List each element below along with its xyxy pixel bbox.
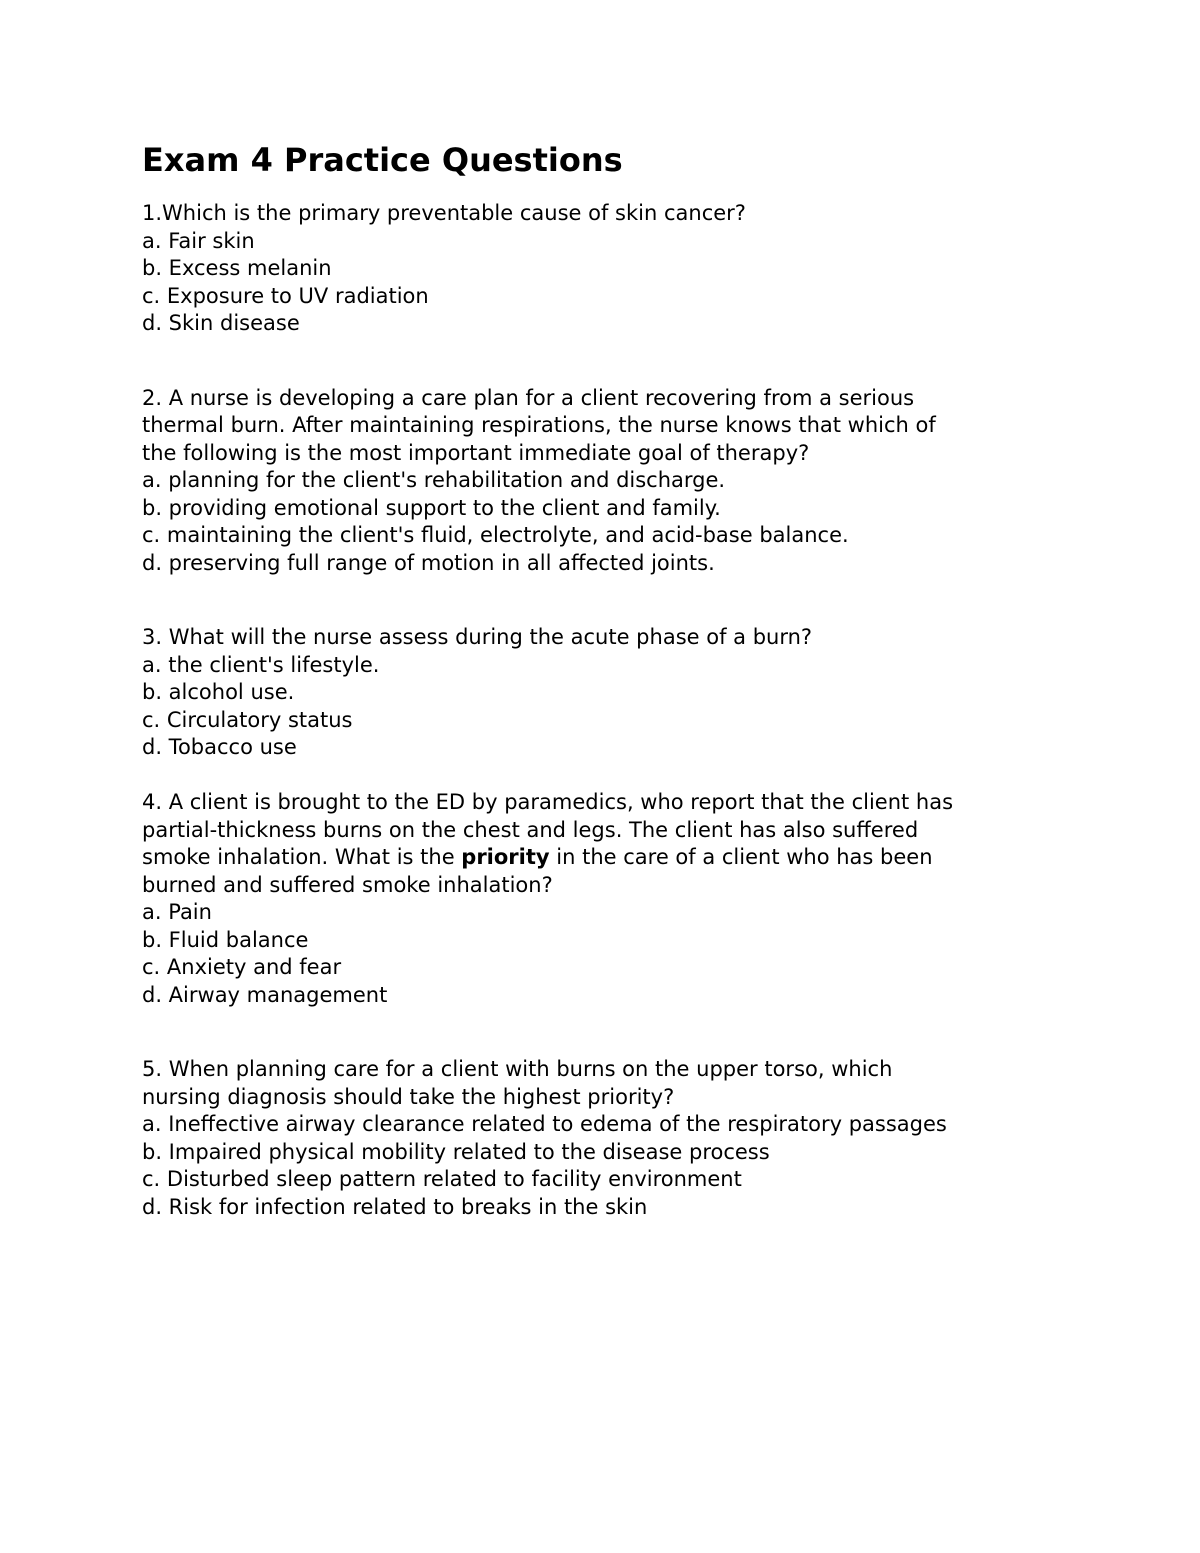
spacer bbox=[142, 577, 1082, 624]
answer-option: b. Fluid balance bbox=[142, 927, 309, 952]
answer-option: a. Pain bbox=[142, 900, 212, 924]
question-4 bbox=[142, 789, 1082, 1009]
answer-option: a. Ineffective airway clearance related to edema of the respiratory passages bbox=[142, 1112, 947, 1136]
answer-option: d. Airway management bbox=[142, 982, 388, 1007]
question-stem: nursing diagnosis should take the highest priority? bbox=[142, 1084, 675, 1109]
question-stem: 1.Which is the primary preventable cause of skin cancer? bbox=[142, 201, 746, 225]
question-stem: 3. What will the nurse assess during the acute phase of a burn? bbox=[142, 625, 813, 649]
document-page bbox=[142, 138, 1082, 1221]
question-stem: 2. A nurse is developing a care plan for a client recovering from a serious bbox=[142, 385, 915, 410]
answer-option: c. Circulatory status bbox=[142, 707, 353, 732]
question-stem: partial-thickness burns on the chest and legs. The client has also suffered bbox=[142, 817, 919, 842]
answer-option: c. Exposure to UV radiation bbox=[142, 283, 429, 308]
answer-option: b. providing emotional support to the client and family. bbox=[142, 495, 721, 520]
spacer bbox=[142, 1009, 1082, 1056]
answer-option: d. Risk for infection related to breaks in the skin bbox=[142, 1194, 648, 1219]
question-2 bbox=[142, 385, 1082, 578]
answer-option: a. the client's lifestyle. bbox=[142, 652, 380, 677]
answer-option: b. Excess melanin bbox=[142, 256, 332, 280]
spacer bbox=[142, 338, 1082, 385]
question-5 bbox=[142, 1056, 1082, 1221]
answer-option: c. Disturbed sleep pattern related to facility environment bbox=[142, 1167, 742, 1191]
question-stem: burned and suffered smoke inhalation? bbox=[142, 872, 553, 897]
answer-option: a. planning for the client's rehabilitation and discharge. bbox=[142, 468, 726, 492]
question-stem: 5. When planning care for a client with burns on the upper torso, which bbox=[142, 1057, 893, 1081]
answer-option: d. Tobacco use bbox=[142, 735, 297, 759]
stem-text: in the care of a client who has been bbox=[549, 845, 933, 869]
question-stem: the following is the most important immediate goal of therapy? bbox=[142, 440, 810, 465]
answer-option: b. alcohol use. bbox=[142, 680, 295, 704]
question-stem: thermal burn. After maintaining respirations, the nurse knows that which of bbox=[142, 413, 936, 437]
question-stem: 4. A client is brought to the ED by paramedics, who report that the client has bbox=[142, 790, 954, 814]
answer-option: d. Skin disease bbox=[142, 311, 300, 335]
question-stem bbox=[142, 844, 1082, 872]
page-title: Exam 4 Practice Questions bbox=[142, 141, 623, 179]
question-3 bbox=[142, 624, 1082, 762]
answer-option: b. Impaired physical mobility related to the disease process bbox=[142, 1139, 770, 1164]
question-1 bbox=[142, 200, 1082, 338]
answer-option: a. Fair skin bbox=[142, 228, 255, 253]
answer-option: d. preserving full range of motion in all affected joints. bbox=[142, 550, 715, 575]
answer-option: c. maintaining the client's fluid, electrolyte, and acid-base balance. bbox=[142, 523, 849, 547]
answer-option: c. Anxiety and fear bbox=[142, 955, 342, 979]
priority-emphasis: priority bbox=[461, 845, 550, 869]
spacer bbox=[142, 762, 1082, 790]
stem-text: smoke inhalation. What is the bbox=[142, 845, 462, 869]
